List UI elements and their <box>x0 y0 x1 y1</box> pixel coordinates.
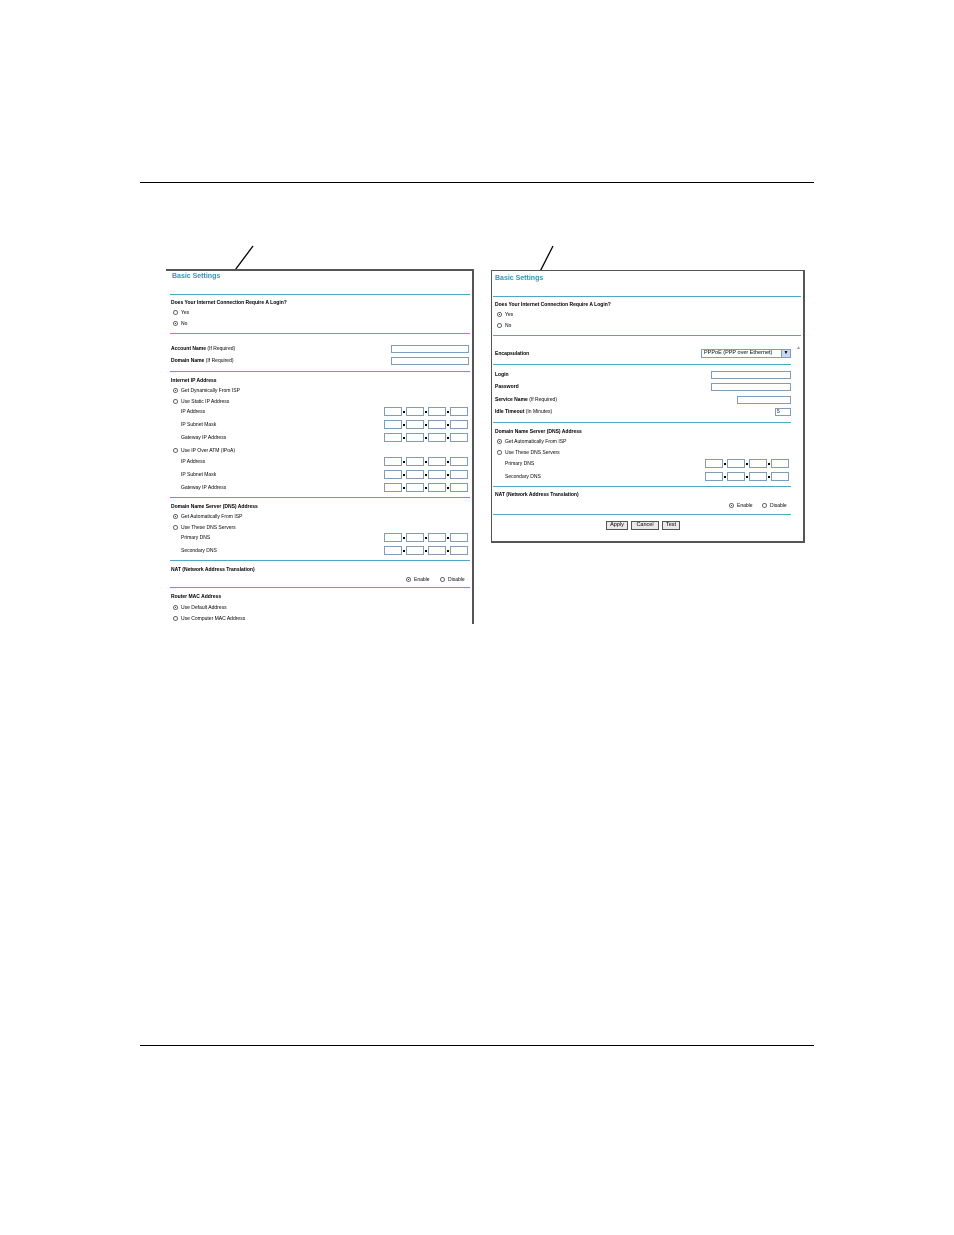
static-gateway-label: Gateway IP Address <box>181 435 227 441</box>
domain-name-row <box>171 359 234 364</box>
nat-disable-label: Disable <box>770 503 787 509</box>
separator <box>493 335 801 336</box>
separator <box>493 296 801 297</box>
ip-dynamic-label: Get Dynamically From ISP <box>181 388 240 394</box>
dns-manual-radio[interactable] <box>173 525 178 530</box>
ipoa-gateway-label: Gateway IP Address <box>181 485 227 491</box>
encapsulation-value: PPPoE (PPP over Ethernet) <box>704 350 773 356</box>
domain-name-hint: (If Required) <box>205 358 234 364</box>
separator <box>493 486 791 487</box>
static-subnet-label: IP Subnet Mask <box>181 422 217 428</box>
scroll-up-icon[interactable]: ▲ <box>796 345 801 351</box>
ip-static-radio[interactable] <box>173 399 178 404</box>
primary-dns-label: Primary DNS <box>181 535 211 541</box>
nat-disable-label: Disable <box>448 577 465 583</box>
dns-auto-label: Get Automatically From ISP <box>505 439 567 445</box>
login-no-label: No <box>505 323 512 329</box>
mac-computer-radio[interactable] <box>173 616 178 621</box>
idle-timeout-label: Idle Timeout <box>495 409 525 415</box>
dns-manual-label: Use These DNS Servers <box>505 450 560 456</box>
panel-title: Basic Settings <box>495 275 544 282</box>
idle-timeout-input[interactable]: 5 <box>775 408 791 416</box>
basic-settings-panel-no-login <box>166 269 474 624</box>
ipoa-label: Use IP Over ATM (IPoA) <box>181 448 235 454</box>
ipoa-subnet-label: IP Subnet Mask <box>181 472 217 478</box>
separator <box>170 587 470 588</box>
dns-auto-radio[interactable] <box>173 514 178 519</box>
secondary-dns-label: Secondary DNS <box>505 474 541 480</box>
internet-ip-heading: Internet IP Address <box>171 378 217 384</box>
encapsulation-select[interactable] <box>701 349 791 358</box>
dns-manual-radio[interactable] <box>497 450 502 455</box>
login-label: Login <box>495 372 509 378</box>
encapsulation-label: Encapsulation <box>495 351 530 357</box>
separator <box>493 514 791 515</box>
secondary-dns-label: Secondary DNS <box>181 548 217 554</box>
chevron-down-icon[interactable]: ▼ <box>781 350 790 357</box>
test-button[interactable]: Test <box>662 521 680 530</box>
login-yes-label: Yes <box>181 310 190 316</box>
service-name-row <box>495 398 557 403</box>
dns-heading: Domain Name Server (DNS) Address <box>171 504 258 510</box>
ipoa-radio[interactable] <box>173 448 178 453</box>
panel-title: Basic Settings <box>172 273 221 280</box>
nat-heading: NAT (Network Address Translation) <box>495 492 579 498</box>
separator <box>493 364 791 365</box>
nat-enable-label: Enable <box>414 577 430 583</box>
password-label: Password <box>495 384 519 390</box>
apply-button[interactable]: Apply <box>606 521 628 530</box>
mac-computer-label: Use Computer MAC Address <box>181 616 246 622</box>
idle-timeout-hint: (In Minutes) <box>525 409 553 415</box>
nat-enable-radio[interactable] <box>729 503 734 508</box>
dns-manual-label: Use These DNS Servers <box>181 525 236 531</box>
service-name-hint: (If Required) <box>529 397 557 403</box>
separator <box>493 422 791 423</box>
separator <box>170 294 470 295</box>
separator <box>170 371 470 372</box>
separator <box>170 497 470 498</box>
ip-static-label: Use Static IP Address <box>181 399 230 405</box>
mac-default-radio[interactable] <box>173 605 178 610</box>
service-name-input[interactable] <box>737 396 791 404</box>
login-yes-label: Yes <box>505 312 514 318</box>
login-no-label: No <box>181 321 188 327</box>
dns-heading: Domain Name Server (DNS) Address <box>495 429 582 435</box>
login-question: Does Your Internet Connection Require A Login? <box>171 300 287 306</box>
login-input[interactable] <box>711 371 791 379</box>
login-yes-radio[interactable] <box>173 310 178 315</box>
nat-enable-radio[interactable] <box>406 577 411 582</box>
login-question: Does Your Internet Connection Require A Login? <box>495 302 611 308</box>
account-name-hint: (If Required) <box>207 346 236 352</box>
separator <box>170 333 470 334</box>
nat-enable-label: Enable <box>737 503 753 509</box>
account-name-label: Account Name <box>171 346 207 352</box>
dns-auto-label: Get Automatically From ISP <box>181 514 243 520</box>
separator <box>170 560 470 561</box>
login-no-radio[interactable] <box>497 323 502 328</box>
service-name-label: Service Name <box>495 397 528 403</box>
dns-auto-radio[interactable] <box>497 439 502 444</box>
nat-disable-radio[interactable] <box>762 503 767 508</box>
primary-dns-label: Primary DNS <box>505 461 535 467</box>
login-no-radio[interactable] <box>173 321 178 326</box>
account-name-row <box>171 347 235 352</box>
account-name-input[interactable] <box>391 345 469 353</box>
password-input[interactable] <box>711 383 791 391</box>
domain-name-label: Domain Name <box>171 358 205 364</box>
cancel-button[interactable]: Cancel <box>631 521 659 530</box>
idle-timeout-row <box>495 410 552 415</box>
nat-disable-radio[interactable] <box>440 577 445 582</box>
ipoa-ip-label: IP Address <box>181 459 206 465</box>
nat-heading: NAT (Network Address Translation) <box>171 567 255 573</box>
ip-dynamic-radio[interactable] <box>173 388 178 393</box>
mac-default-label: Use Default Address <box>181 605 227 611</box>
basic-settings-panel-pppoe <box>491 270 805 543</box>
domain-name-input[interactable] <box>391 357 469 365</box>
login-yes-radio[interactable] <box>497 312 502 317</box>
mac-heading: Router MAC Address <box>171 594 222 600</box>
static-ip-label: IP Address <box>181 409 206 415</box>
